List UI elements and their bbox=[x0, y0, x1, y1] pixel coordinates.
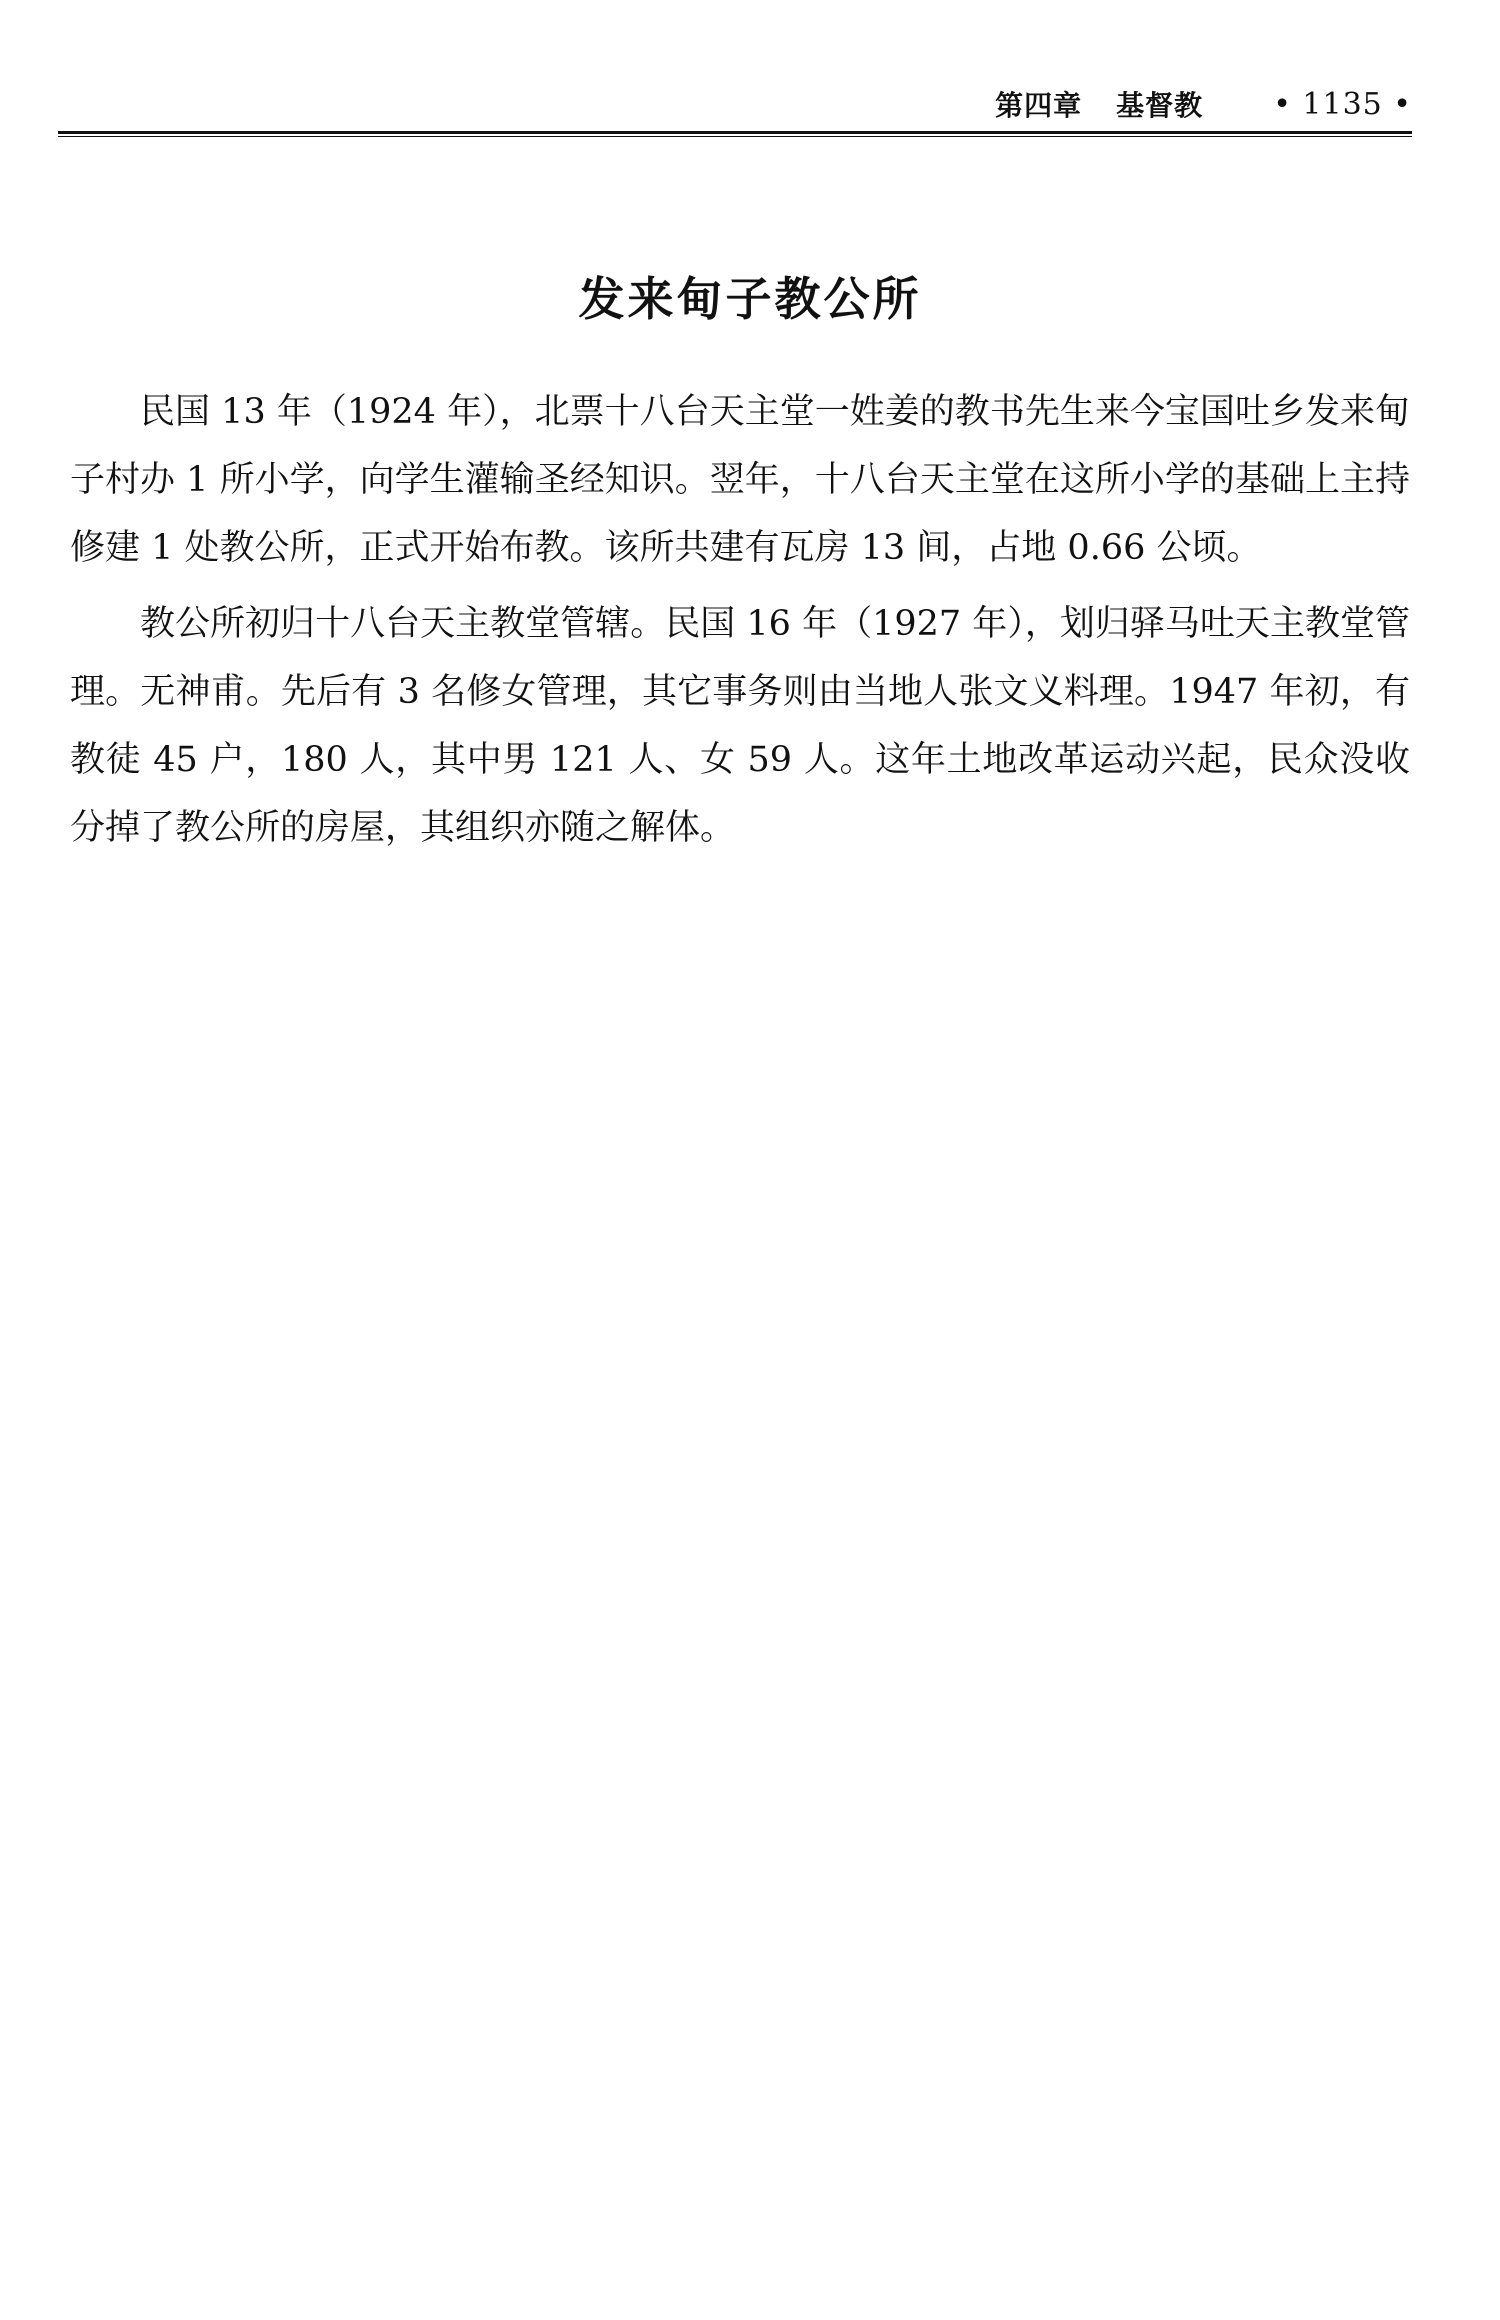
header-rule bbox=[58, 131, 1412, 137]
chapter-label: 第四章 bbox=[995, 89, 1083, 122]
section-label: 基督教 bbox=[1116, 89, 1204, 122]
article-body bbox=[70, 378, 1410, 870]
paragraph: 教公所初归十八台天主教堂管辖。民国 16 年（1927 年），划归驿马吐天主教堂管理。无神甫。先后有 3 名修女管理，其它事务则由当地人张文义料理。1947 年初，有教徒 45 户，180 人，其中男 121 人、女 59 人。这年土地改革运动兴起，民众没收分掉了教公所的房屋，其组织亦随之解体。 bbox=[70, 604, 1410, 848]
paragraph: 民国 13 年（1924 年），北票十八台天主堂一姓姜的教书先生来今宝国吐乡发来甸子村办 1 所小学，向学生灌输圣经知识。翌年，十八台天主堂在这所小学的基础上主持修建 1 处教公所，正式开始布教。该所共建有瓦房 13 间，占地 0.66 公顷。 bbox=[70, 392, 1410, 568]
article-title: 发来甸子教公所 bbox=[578, 271, 922, 326]
running-header bbox=[995, 80, 1412, 128]
page-number: • 1135 • bbox=[1273, 86, 1412, 122]
